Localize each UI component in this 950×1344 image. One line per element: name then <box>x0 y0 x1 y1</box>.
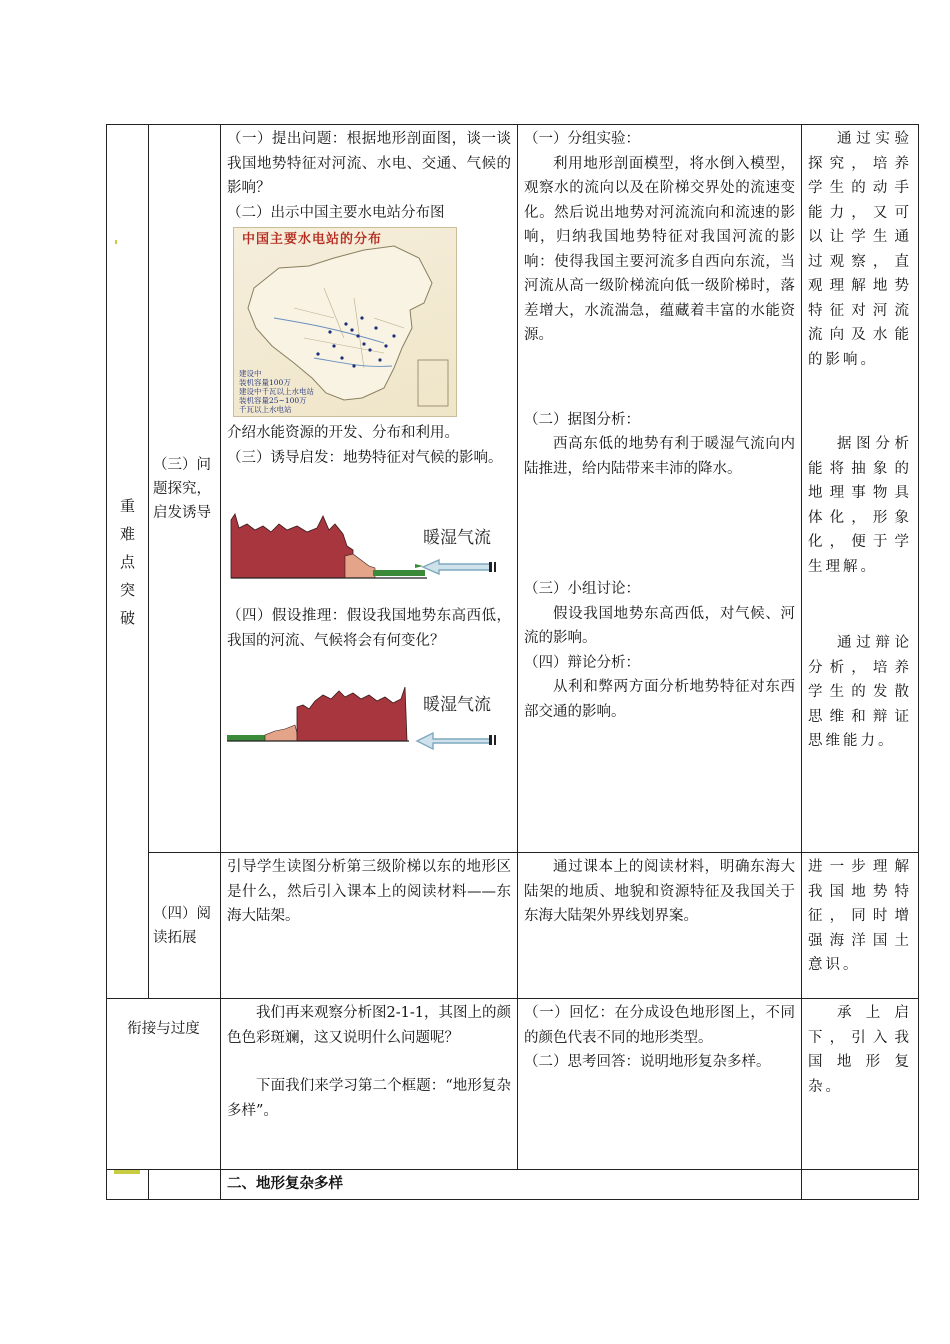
map-legend-item: 装机容量100万 <box>239 378 291 387</box>
next-topic-title: 二、地形复杂多样 <box>227 1175 343 1192</box>
map-legend-item: 建设中 <box>239 369 262 378</box>
student-a3-title: （三）小组讨论： <box>524 581 640 597</box>
transition-teacher-p2: 下面我们来学习第二个框题：“地形复杂多样”。 <box>227 1078 511 1119</box>
reading-intent: 进一步理解我国地势特征，同时增强海洋国土意识。 <box>808 859 912 973</box>
transition-student-p1: （一）回忆：在分成设色地形图上，不同的颜色代表不同的地形类型。 <box>524 1005 795 1046</box>
profile-label: 暖湿气流 <box>423 528 491 548</box>
table-row <box>107 853 919 999</box>
intent-3: 通过辩论分析，培养学生的发散思维和辩证思维能力。 <box>808 635 912 749</box>
empty-cell <box>802 1170 919 1200</box>
intent-cell <box>802 999 919 1170</box>
intent-cell <box>802 125 919 853</box>
terrain-profile-east-high <box>227 677 499 753</box>
stage-label: （四）阅读拓展 <box>153 905 211 946</box>
intent-cell <box>802 853 919 999</box>
stage-cell <box>149 125 221 853</box>
teacher-activity-cell <box>221 999 518 1170</box>
scan-mark <box>115 240 117 244</box>
reading-teacher: 引导学生读图分析第三级阶梯以东的地形区是什么，然后引入课本上的阅读材料——东海大陆架。 <box>227 859 511 924</box>
transition-teacher-p1: 我们再来观察分析图2-1-1，其图上的颜色色彩斑斓，这又说明什么问题呢？ <box>227 1005 511 1046</box>
teacher-q4: （四）假设推理：假设我国地势东高西低，我国的河流、气候将会有何变化？ <box>227 608 511 649</box>
map-legend <box>239 369 314 414</box>
profile-label: 暖湿气流 <box>423 695 491 715</box>
student-a1-body: 利用地形剖面模型，将水倒入模型，观察水的流向以及在阶梯交界处的流速变化。然后说出地势对河流流向和流速的影响，归纳我国地势特征对我国河流的影响：使得我国主要河流多自西向东流，当河流从高一级阶梯流向低一级阶梯时，落差增大，水流湍急，蕴藏着丰富的水能资源。 <box>524 155 795 343</box>
student-activity-cell <box>518 125 802 853</box>
map-title: 中国主要水电站的分布 <box>242 232 383 247</box>
map-legend-item: 装机容量25~100万 <box>239 396 307 405</box>
student-a4-title: （四）辩论分析： <box>524 654 640 671</box>
intent-2: 据图分析能将抽象的地理事物具体化，形象化，便于学生理解。 <box>808 436 912 575</box>
student-a3-body: 假设我国地势东高西低，对气候、河流的影响。 <box>524 605 795 646</box>
map-legend-item: 建设中千瓦以上水电站 <box>239 387 314 396</box>
table-row <box>107 1170 919 1200</box>
student-a1-title: （一）分组实验： <box>524 131 640 147</box>
teacher-q2: （二）出示中国主要水电站分布图 <box>227 204 445 221</box>
teacher-q2b: 介绍水能资源的开发、分布和利用。 <box>227 425 459 441</box>
scan-mark <box>114 1170 140 1174</box>
transition-intent: 承上启下，引入我国地形复杂。 <box>808 1005 912 1095</box>
empty-cell <box>107 1170 149 1200</box>
transition-student-p2: （二）思考回答：说明地形复杂多样。 <box>524 1054 771 1070</box>
teacher-q1: （一）提出问题：根据地形剖面图，谈一谈我国地势特征对河流、水电、交通、气候的影响？ <box>227 131 511 196</box>
student-activity-cell <box>518 999 802 1170</box>
stage-cell <box>149 853 221 999</box>
table-row <box>107 125 919 853</box>
empty-cell <box>149 1170 221 1200</box>
transition-label-cell <box>107 999 221 1170</box>
hydropower-map <box>233 227 457 417</box>
terrain-profile-west-high <box>227 506 499 582</box>
teacher-activity-cell <box>221 853 518 999</box>
student-a4-body: 从利和弊两方面分析地势特征对东西部交通的影响。 <box>524 679 795 720</box>
map-legend-item: 千瓦以上水电站 <box>239 405 292 414</box>
student-activity-cell <box>518 853 802 999</box>
student-a2-title: （二）据图分析： <box>524 411 640 428</box>
section-label-cell <box>107 125 149 999</box>
next-topic-cell <box>221 1170 802 1200</box>
table-row <box>107 999 919 1170</box>
lesson-plan-table <box>106 124 919 1200</box>
stage-label: （三）问题探究，启发诱导 <box>153 456 211 521</box>
section-label: 重难点突破 <box>120 496 136 627</box>
transition-label: 衔接与过度 <box>127 1021 200 1037</box>
teacher-activity-cell <box>221 125 518 853</box>
intent-1: 通过实验探究，培养学生的动手能力，又可以让学生通过观察，直观理解地势特征对河流流向及水能的影响。 <box>808 131 912 368</box>
student-a2-body: 西高东低的地势有利于暖湿气流向内陆推进，给内陆带来丰沛的降水。 <box>524 436 795 477</box>
teacher-q3: （三）诱导启发：地势特征对气候的影响。 <box>227 449 503 466</box>
reading-student: 通过课本上的阅读材料，明确东海大陆架的地质、地貌和资源特征及我国关于东海大陆架外界线划界案。 <box>524 859 795 924</box>
